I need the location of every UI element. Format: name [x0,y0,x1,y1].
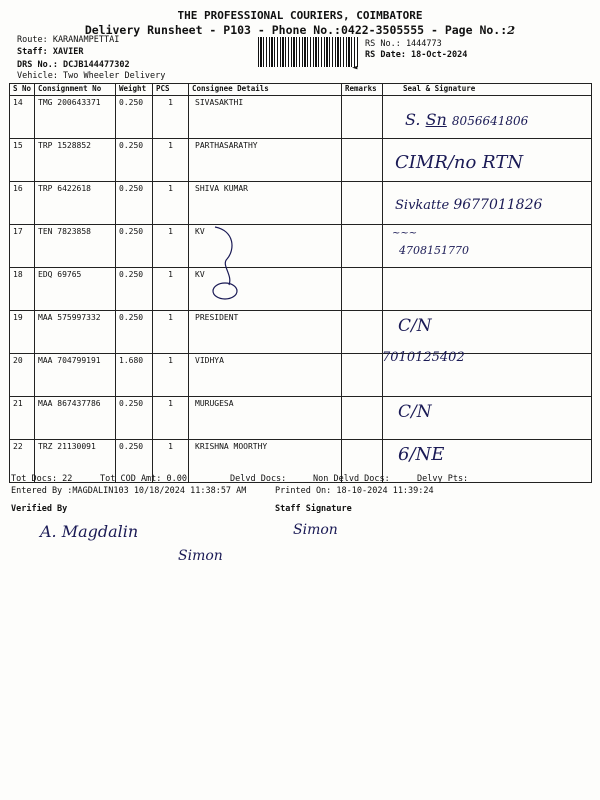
cell-sno-text: 20 [13,356,23,365]
cell-consignment-no [35,139,116,182]
total-docs: Tot Docs: 22 [11,474,73,484]
cell-pcs [153,268,189,311]
cell-sno [10,268,35,311]
cell-consignee-text: SHIVA KUMAR [195,184,248,193]
table-row [10,440,592,483]
cell-consignment-no-text: TEN 7823858 [38,227,91,236]
cell-pcs-text: 1 [168,442,173,451]
header-remarks: Remarks [342,84,383,96]
cell-consignee-text: SIVASAKTHI [195,98,244,107]
cell-remarks [342,354,383,397]
total-cod: Tot COD Amt: 0.00 [100,474,187,484]
cell-weight [116,225,153,268]
cell-sno-text: 18 [13,270,23,279]
cell-weight [116,397,153,440]
cell-weight-text: 0.250 [119,141,144,150]
cell-consignee-text: PARTHASARATHY [195,141,258,150]
cell-pcs-text: 1 [168,356,173,365]
signature-row-14: S. Sn 8056641806 [405,110,529,129]
cell-pcs [153,225,189,268]
cell-pcs [153,182,189,225]
runsheet-line: Delivery Runsheet - P103 - Phone No.:0422-3505555 - Page No.: [84,23,508,37]
cell-remarks [342,311,383,354]
rs-number: RS No.: 1444773 [365,39,442,49]
cell-pcs [153,311,189,354]
cell-consignment-no-text: MAA 704799191 [38,356,101,365]
cell-pcs [153,397,189,440]
cell-consignee [189,311,342,354]
header-weight: Weight [116,84,153,96]
cell-consignment-no [35,397,116,440]
table-header-row [10,84,592,96]
route-label: Route: KARANAMPETTAI [17,35,120,45]
cell-consignment-no-text: TRP 6422618 [38,184,91,193]
signature-row-20: 7010125402 [382,350,465,365]
cell-weight-text: 0.250 [119,270,144,279]
cell-consignee-text: VIDHYA [195,356,224,365]
cell-sno-text: 16 [13,184,23,193]
cell-weight-text: 0.250 [119,313,144,322]
cell-weight-text: 0.250 [119,227,144,236]
cell-remarks [342,182,383,225]
header-consignee: Consignee Details [189,84,342,96]
cell-weight [116,96,153,139]
signature-row-19: C/N [398,316,432,336]
cell-pcs [153,139,189,182]
signature-row-17: 4708151770 [399,244,469,257]
cell-pcs-text: 1 [168,98,173,107]
table-row [10,397,592,440]
cell-consignee [189,139,342,182]
staff-label: Staff: XAVIER [17,47,84,57]
header-consignment: Consignment No [35,84,116,96]
cell-pcs-text: 1 [168,141,173,150]
cell-sno [10,182,35,225]
cell-weight-text: 0.250 [119,184,144,193]
cell-weight-text: 1.680 [119,356,144,365]
cell-consignment-no [35,311,116,354]
drs-number: DRS No.: DCJB144477302 [17,60,130,70]
cell-weight [116,182,153,225]
cell-sno [10,96,35,139]
cell-remarks [342,139,383,182]
runsheet-table [9,83,592,483]
cell-consignment-no-text: MAA 575997332 [38,313,101,322]
cell-remarks [342,268,383,311]
staff-signature-2: Simon [178,548,223,564]
signature-row-21: C/N [398,402,432,422]
cell-sno-text: 22 [13,442,23,451]
cell-consignee-text: KV [195,270,205,279]
staff-signature-1: Simon [293,522,338,538]
cell-consignment-no [35,268,116,311]
cell-pcs-text: 1 [168,184,173,193]
table-row [10,311,592,354]
header-pcs: PCS [153,84,189,96]
signature-row-16: Sivkatte 9677011826 [395,197,543,213]
delivery-points: Delvy Pts: [417,474,469,484]
cell-sno [10,311,35,354]
signature-row-17-scribble: ~~~ [392,228,418,239]
cell-consignment-no-text: TMG 200643371 [38,98,101,107]
signature-row-22: 6/NE [398,444,445,465]
cell-consignment-no [35,225,116,268]
cell-weight [116,139,153,182]
printed-on: Printed On: 18-10-2024 11:39:24 [275,486,434,496]
header-signature: Seal & Signature [383,84,592,96]
cell-consignment-no [35,182,116,225]
staff-signature-label: Staff Signature [275,504,352,514]
verified-by-label: Verified By [11,504,68,514]
table-row [10,225,592,268]
cell-pcs-text: 1 [168,399,173,408]
cell-weight-text: 0.250 [119,399,144,408]
cell-signature [383,268,592,311]
cell-weight [116,311,153,354]
barcode-image [258,37,358,67]
cell-pcs-text: 1 [168,227,173,236]
cell-consignee [189,96,342,139]
cell-sno [10,397,35,440]
cell-consignment-no-text: MAA 867437786 [38,399,101,408]
cell-sno [10,225,35,268]
cell-sno-text: 15 [13,141,23,150]
cell-consignment-no-text: TRP 1528852 [38,141,91,150]
cell-pcs [153,354,189,397]
cell-consignee-text: MURUGESA [195,399,234,408]
cell-consignment-no [35,96,116,139]
cell-sno-text: 17 [13,227,23,236]
non-delivered-docs: Non Delvd Docs: [313,474,390,484]
cell-sno-text: 21 [13,399,23,408]
verified-signature: A. Magdalin [40,522,139,541]
cell-sno-text: 14 [13,98,23,107]
cell-pcs-text: 1 [168,313,173,322]
signature-row-15: CIMR/no RTN [395,152,524,173]
cell-sno [10,354,35,397]
cell-pcs-text: 1 [168,270,173,279]
cell-consignee-text: PRESIDENT [195,313,239,322]
cell-sno-text: 19 [13,313,23,322]
cell-consignee [189,397,342,440]
cell-remarks [342,225,383,268]
cell-weight [116,268,153,311]
cell-consignment-no-text: TRZ 21130091 [38,442,96,451]
entered-by: Entered By :MAGDALIN103 10/18/2024 11:38:57 AM [11,486,247,496]
header-sno: S No [10,84,35,96]
bracket-scribble-icon [205,225,245,305]
cell-weight [116,354,153,397]
vehicle-label: Vehicle: Two Wheeler Delivery [17,71,166,81]
cell-consignee [189,182,342,225]
cell-weight-text: 0.250 [119,98,144,107]
table-row [10,354,592,397]
cell-consignment-no [35,354,116,397]
cell-pcs [153,96,189,139]
cell-sno [10,139,35,182]
cell-consignment-no-text: EDQ 69765 [38,270,82,279]
cell-remarks [342,397,383,440]
table-row [10,268,592,311]
cell-consignee-text: KV [195,227,205,236]
cell-remarks [342,96,383,139]
delivered-docs: Delvd Docs: [230,474,287,484]
rs-date: RS Date: 18-Oct-2024 [365,50,468,60]
page-number: 2 [507,23,516,37]
arrow-mark-icon: ◄ [352,63,358,73]
cell-consignee [189,354,342,397]
company-title: THE PROFESSIONAL COURIERS, COIMBATORE [177,9,423,22]
cell-consignee-text: KRISHNA MOORTHY [195,442,268,451]
cell-weight-text: 0.250 [119,442,144,451]
